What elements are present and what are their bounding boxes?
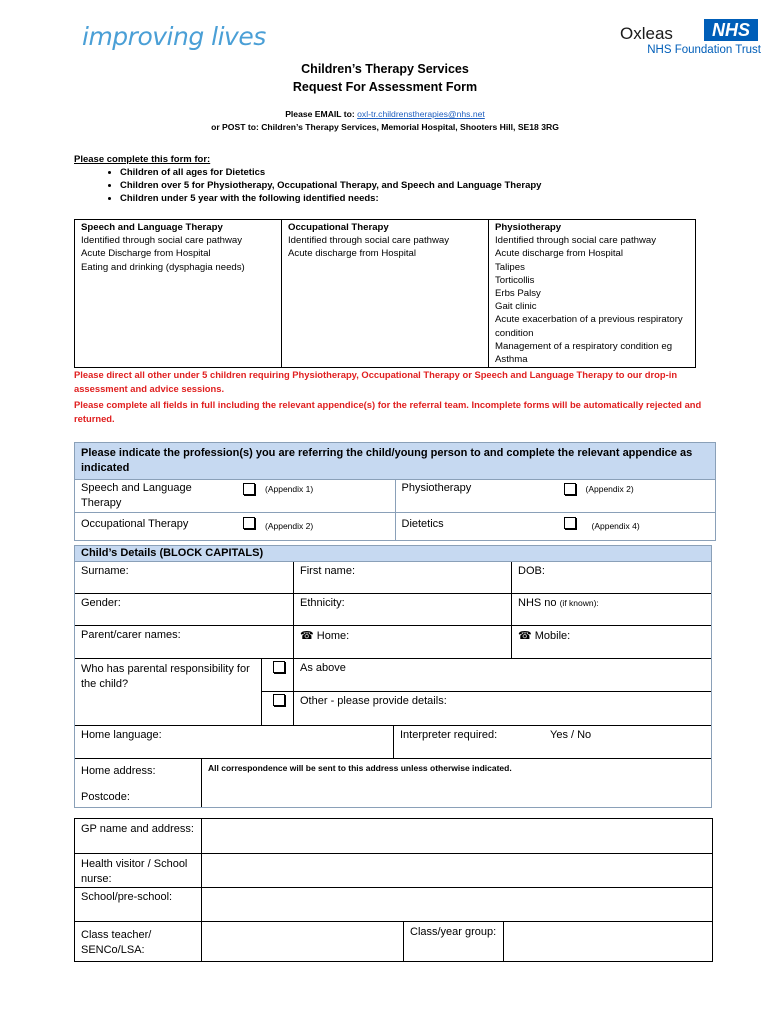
nhs-logo: NHS xyxy=(704,19,758,41)
profession-dietetics xyxy=(396,512,716,540)
home-phone-label: Home: xyxy=(316,630,350,642)
nhs-number-field[interactable] xyxy=(511,594,711,625)
service-item: Management of a respiratory condition eg Asthma xyxy=(495,340,673,366)
improving-lives-logo: improving lives xyxy=(82,22,266,51)
health-visitor-field[interactable] xyxy=(201,854,712,887)
page-title: Children’s Therapy Services xyxy=(301,62,469,76)
profession-heading: Please indicate the profession(s) you are referring the child/young person to and complete the relevant appendice as indicated xyxy=(75,443,715,480)
home-language-label: Home language: xyxy=(81,729,162,741)
postcode-label: Postcode: xyxy=(81,791,130,803)
physio-checkbox[interactable] xyxy=(564,483,576,495)
home-address-label: Home address: xyxy=(81,765,156,777)
appendix-label: (Appendix 2) xyxy=(585,484,634,494)
dob-label: DOB: xyxy=(518,565,545,577)
child-details-heading: Child’s Details (BLOCK CAPITALS) xyxy=(75,546,711,562)
class-year-field[interactable] xyxy=(503,922,712,961)
list-item: • Children over 5 for Physiotherapy, Occupational Therapy, and Speech and Language Therapy xyxy=(120,179,541,192)
nhs-number-note: (if known): xyxy=(559,598,599,608)
list-item: • Children of all ages for Dietetics xyxy=(120,166,541,179)
contacts-row xyxy=(75,887,712,921)
email-prefix: Please EMAIL to: xyxy=(285,109,358,119)
profession-physio xyxy=(396,480,716,512)
service-title: Occupational Therapy xyxy=(288,222,389,233)
service-slt xyxy=(75,220,282,368)
list-item: • Children under 5 year with the following identified needs: xyxy=(120,192,541,205)
other-checkbox[interactable] xyxy=(273,694,285,706)
appendix-label: (Appendix 1) xyxy=(265,484,314,494)
service-title: Physiotherapy xyxy=(495,222,562,233)
details-row xyxy=(75,758,711,807)
mobile-field[interactable] xyxy=(511,626,711,658)
email-link[interactable]: oxl-tr.childrenstherapies@nhs.net xyxy=(357,109,485,119)
service-ot xyxy=(282,220,489,368)
profession-row xyxy=(75,512,715,540)
service-item: Acute discharge from Hospital xyxy=(288,248,416,260)
contacts-section xyxy=(74,818,713,962)
parent-names-field[interactable] xyxy=(75,626,293,658)
trust-name: NHS Foundation Trust xyxy=(647,44,761,56)
first-name-field[interactable] xyxy=(293,562,511,593)
service-item: Gait clinic xyxy=(495,301,537,313)
gp-field[interactable] xyxy=(201,819,712,853)
ethnicity-label: Ethnicity: xyxy=(300,597,345,609)
service-title: Speech and Language Therapy xyxy=(81,222,223,233)
service-physio xyxy=(489,220,696,368)
child-details-section xyxy=(74,545,712,808)
interpreter-field[interactable] xyxy=(393,726,711,758)
mobile-label: Mobile: xyxy=(534,630,571,642)
slt-checkbox[interactable] xyxy=(243,483,255,495)
intro-section xyxy=(74,153,541,205)
correspondence-note: All correspondence will be sent to this address unless otherwise indicated. xyxy=(208,763,512,773)
notice-complete: Please complete all fields in full including the relevant appendice(s) for the referral team. Incomplete forms will be automatically rejected and returned. xyxy=(74,399,702,424)
details-row xyxy=(75,658,711,725)
class-teacher-field[interactable] xyxy=(201,922,403,961)
health-visitor-label: Health visitor / School nurse: xyxy=(81,858,188,885)
service-item: Talipes xyxy=(495,261,525,273)
nhs-number-label: NHS no xyxy=(518,597,557,609)
address-labels xyxy=(75,759,201,807)
intro-list xyxy=(74,166,541,205)
notice-direct: Please direct all other under 5 children requiring Physiotherapy, Occupational Therapy or Speech and Language Therapy to our drop-in assessment and advice sessions. xyxy=(74,369,678,394)
responsibility-label: Who has parental responsibility for the child? xyxy=(81,663,250,690)
gender-label: Gender: xyxy=(81,597,121,609)
service-item: Eating and drinking (dysphagia needs) xyxy=(81,261,245,273)
profession-label: Dietetics xyxy=(401,518,444,530)
parent-names-label: Parent/carer names: xyxy=(81,629,181,641)
interpreter-label: Interpreter required: xyxy=(400,729,498,741)
as-above-checkbox[interactable] xyxy=(273,661,285,673)
details-row xyxy=(75,562,711,593)
profession-label: Physiotherapy xyxy=(401,482,472,494)
profession-row xyxy=(75,480,715,512)
gender-field[interactable] xyxy=(75,594,293,625)
contacts-row xyxy=(75,921,712,961)
ot-checkbox[interactable] xyxy=(243,517,255,529)
appendix-label: (Appendix 2) xyxy=(265,521,314,531)
phone-icon: ☎ xyxy=(518,630,532,642)
service-item: Erbs Palsy xyxy=(495,288,541,300)
services-table xyxy=(74,219,696,368)
responsibility-options xyxy=(293,659,711,725)
appendix-label: (Appendix 4) xyxy=(591,521,640,531)
contacts-row xyxy=(75,819,712,853)
details-row xyxy=(75,725,711,758)
class-year-label: Class/year group: xyxy=(403,922,503,961)
responsibility-checkboxes xyxy=(261,659,293,725)
profession-ot xyxy=(75,512,396,540)
school-label: School/pre-school: xyxy=(81,891,173,903)
service-item: Identified through social care pathway xyxy=(288,235,450,247)
profession-label: Speech and Language Therapy xyxy=(81,482,192,509)
dob-field[interactable] xyxy=(511,562,711,593)
gp-label: GP name and address: xyxy=(81,823,194,835)
profession-slt xyxy=(75,480,396,512)
details-row xyxy=(75,593,711,625)
post-line: or POST to: Children’s Therapy Services, Memorial Hospital, Shooters Hill, SE18 3RG xyxy=(211,122,559,132)
as-above-label: As above xyxy=(300,662,346,674)
profession-section xyxy=(74,442,716,541)
service-item: Torticollis xyxy=(495,274,535,286)
home-address-field[interactable] xyxy=(201,759,711,807)
email-line xyxy=(0,109,770,119)
surname-field[interactable] xyxy=(75,562,293,593)
ethnicity-field[interactable] xyxy=(293,594,511,625)
org-name: Oxleas xyxy=(620,24,673,43)
dietetics-checkbox[interactable] xyxy=(564,517,576,529)
home-phone-field[interactable] xyxy=(293,626,511,658)
service-item: Identified through social care pathway xyxy=(495,235,657,247)
intro-heading: Please complete this form for: xyxy=(74,154,211,165)
service-item: Acute discharge from Hospital xyxy=(495,248,623,260)
service-item: Acute exacerbation of a previous respiratory condition xyxy=(495,314,683,339)
surname-label: Surname: xyxy=(81,565,129,577)
other-label: Other - please provide details: xyxy=(294,691,711,710)
service-item: Identified through social care pathway xyxy=(81,235,243,247)
details-row xyxy=(75,625,711,658)
contacts-row xyxy=(75,853,712,887)
profession-label: Occupational Therapy xyxy=(81,518,189,530)
home-language-field[interactable] xyxy=(75,726,393,758)
first-name-label: First name: xyxy=(300,565,356,577)
phone-icon: ☎ xyxy=(300,630,314,642)
class-teacher-label: Class teacher/ SENCo/LSA: xyxy=(81,929,152,956)
yes-no-choice[interactable]: Yes / No xyxy=(550,729,592,741)
page-subtitle: Request For Assessment Form xyxy=(292,80,478,94)
school-field[interactable] xyxy=(201,888,712,921)
service-item: Acute Discharge from Hospital xyxy=(81,248,211,260)
